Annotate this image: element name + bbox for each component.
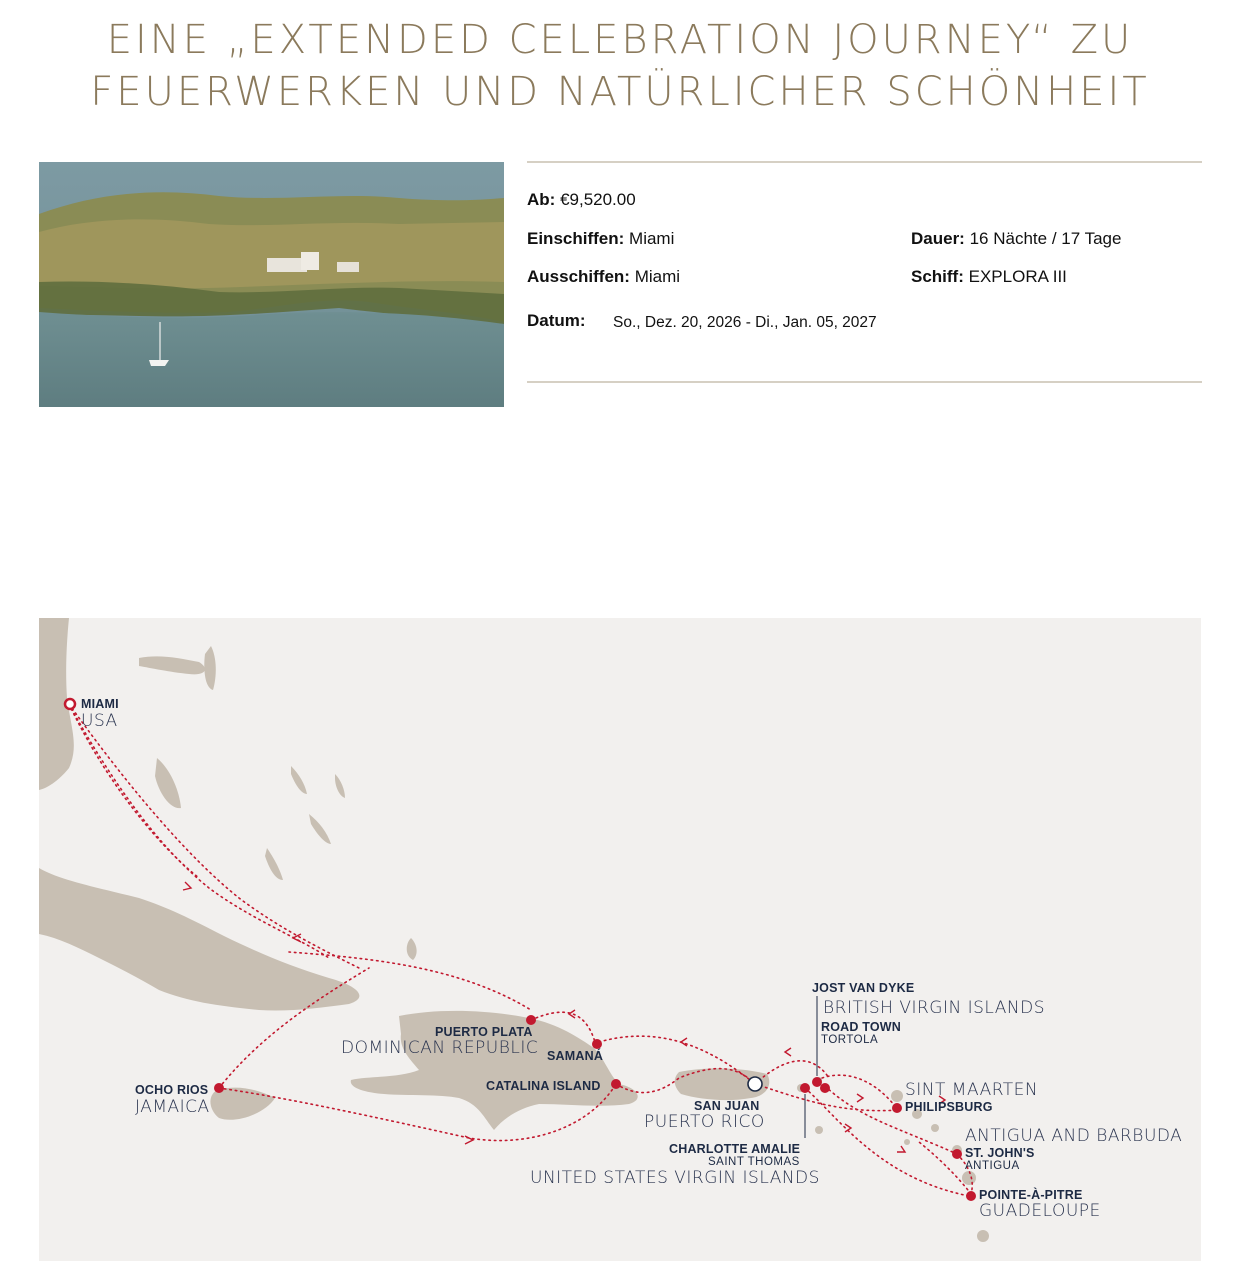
label-catalina-island: CATALINA ISLAND <box>486 1079 601 1093</box>
label-jamaica: JAMAICA <box>135 1097 210 1117</box>
label-sint-maarten: SINT MAARTEN <box>905 1080 1039 1100</box>
label-samana: SAMANÁ <box>547 1049 604 1063</box>
land-masses <box>39 618 989 1242</box>
journey-details <box>527 161 1202 383</box>
label-antigua-barbuda: ANTIGUA AND BARBUDA <box>965 1126 1183 1146</box>
label-puerto-plata: PUERTO PLATA <box>435 1025 533 1039</box>
price-row <box>527 189 636 211</box>
ship-value: EXPLORA III <box>968 267 1067 286</box>
price-label: Ab: <box>527 190 556 209</box>
price-value: €9,520.00 <box>560 190 636 209</box>
label-san-juan: SAN JUAN <box>694 1099 760 1113</box>
embark-label: Einschiffen: <box>527 229 625 248</box>
embark-row <box>527 228 674 250</box>
duration-label: Dauer: <box>911 229 965 248</box>
duration-value: 16 Nächte / 17 Tage <box>969 229 1122 248</box>
label-antigua: ANTIGUA <box>965 1160 1020 1172</box>
label-philipsburg: PHILIPSBURG <box>905 1100 993 1114</box>
label-road-town: ROAD TOWN <box>821 1020 902 1034</box>
label-miami: MIAMI <box>81 697 119 711</box>
date-value: So., Dez. 20, 2026 - Di., Jan. 05, 2027 <box>613 314 877 331</box>
label-bvi: BRITISH VIRGIN ISLANDS <box>823 998 1045 1018</box>
label-charlotte-amalie: CHARLOTTE AMALIE <box>669 1142 801 1156</box>
label-puerto-rico: PUERTO RICO <box>644 1112 765 1132</box>
label-leaders <box>805 996 817 1138</box>
coastline-image <box>39 162 504 407</box>
ship-row <box>911 266 1067 288</box>
label-jost-van-dyke: JOST VAN DYKE <box>812 981 915 995</box>
destination-photo <box>39 162 504 407</box>
label-st-johns: ST. JOHN'S <box>965 1146 1035 1160</box>
label-saint-thomas: SAINT THOMAS <box>708 1156 800 1168</box>
disembark-label: Ausschiffen: <box>527 267 630 286</box>
label-usvi: UNITED STATES VIRGIN ISLANDS <box>530 1168 820 1188</box>
embark-value: Miami <box>629 229 675 248</box>
page-title: EINE „EXTENDED CELEBRATION JOURNEY“ ZU FEUERWERKEN UND NATÜRLICHER SCHÖNHEIT <box>90 17 1150 115</box>
duration-row <box>911 228 1121 250</box>
label-tortola: TORTOLA <box>821 1034 879 1046</box>
ship-label: Schiff: <box>911 267 964 286</box>
label-dominican-republic: DOMINICAN REPUBLIC <box>341 1038 539 1058</box>
itinerary-map[interactable] <box>39 618 1201 1261</box>
disembark-row <box>527 266 680 288</box>
label-usa: USA <box>81 711 118 731</box>
date-label: Datum: <box>527 311 586 330</box>
label-pointe-a-pitre: POINTE-À-PITRE <box>979 1188 1083 1202</box>
label-guadeloupe: GUADELOUPE <box>979 1201 1101 1221</box>
map-graphic <box>39 618 1201 1261</box>
label-ocho-rios: OCHO RIOS <box>135 1083 209 1097</box>
disembark-value: Miami <box>634 267 681 286</box>
